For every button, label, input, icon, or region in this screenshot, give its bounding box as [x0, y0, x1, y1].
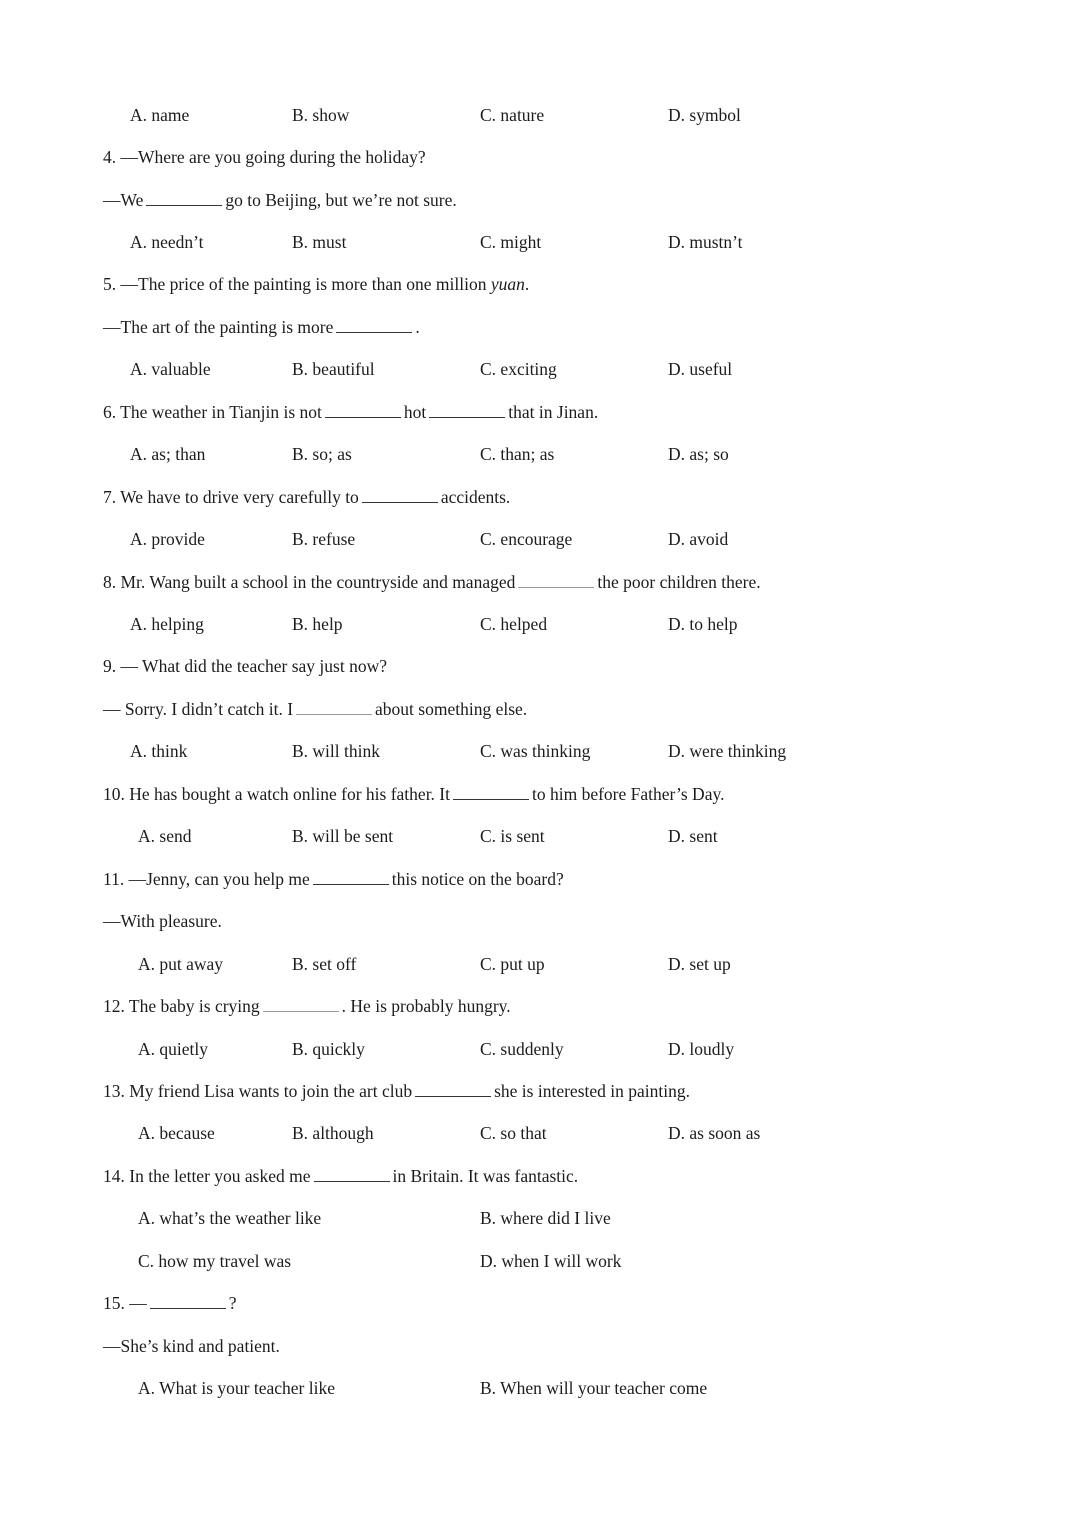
question-9-answer-line: — Sorry. I didn’t catch it. I about something else.: [103, 699, 528, 719]
option-b: B. will be sent: [292, 826, 394, 846]
option-b: B. refuse: [292, 529, 356, 549]
option-c: C. put up: [480, 954, 545, 974]
option-a: A. valuable: [130, 359, 211, 379]
option-a: A. quietly: [138, 1039, 208, 1059]
answer-blank: [453, 784, 529, 800]
option-c: C. so that: [480, 1123, 547, 1143]
option-d: D. avoid: [668, 529, 729, 549]
option-a: A. put away: [138, 954, 224, 974]
option-b: B. show: [292, 105, 350, 125]
question-4-answer-line: —We go to Beijing, but we’re not sure.: [103, 190, 457, 210]
option-a: A. send: [138, 826, 192, 846]
option-c: C. might: [480, 232, 542, 252]
option-d: D. loudly: [668, 1039, 735, 1059]
answer-blank: [314, 1166, 390, 1182]
option-a: A. name: [130, 105, 190, 125]
option-d: D. set up: [668, 954, 731, 974]
answer-blank: [150, 1293, 226, 1309]
option-d: D. mustn’t: [668, 232, 743, 252]
option-d: D. when I will work: [480, 1251, 622, 1271]
option-b: B. When will your teacher come: [480, 1378, 708, 1398]
option-c: C. suddenly: [480, 1039, 564, 1059]
question-8-stem: 8. Mr. Wang built a school in the countryside and managed the poor children there.: [103, 572, 761, 592]
answer-blank: [336, 317, 412, 333]
question-9-stem: 9. — What did the teacher say just now?: [103, 656, 387, 676]
option-d: D. were thinking: [668, 741, 787, 761]
option-b: B. where did I live: [480, 1208, 611, 1228]
option-a: A. needn’t: [130, 232, 204, 252]
option-a: A. as; than: [130, 444, 206, 464]
option-c: C. helped: [480, 614, 548, 634]
question-15-stem: 15. — ?: [103, 1293, 237, 1313]
option-d: D. as soon as: [668, 1123, 761, 1143]
answer-blank: [429, 402, 505, 418]
option-d: D. to help: [668, 614, 738, 634]
option-b: B. must: [292, 232, 347, 252]
question-7-stem: 7. We have to drive very carefully to accidents.: [103, 487, 511, 507]
answer-blank: [325, 402, 401, 418]
question-11-stem: 11. —Jenny, can you help me this notice on the board?: [103, 869, 564, 889]
option-b: B. help: [292, 614, 343, 634]
question-12-stem: 12. The baby is crying . He is probably hungry.: [103, 996, 511, 1016]
option-c: C. is sent: [480, 826, 545, 846]
question-5-answer-line: —The art of the painting is more .: [103, 317, 420, 337]
option-c: C. encourage: [480, 529, 573, 549]
option-a: A. think: [130, 741, 188, 761]
option-b: B. beautiful: [292, 359, 375, 379]
question-13-stem: 13. My friend Lisa wants to join the art club she is interested in painting.: [103, 1081, 690, 1101]
option-b: B. will think: [292, 741, 380, 761]
option-c: C. exciting: [480, 359, 557, 379]
answer-blank: [263, 996, 339, 1012]
question-10-stem: 10. He has bought a watch online for his father. It to him before Father’s Day.: [103, 784, 725, 804]
question-6-stem: 6. The weather in Tianjin is not hot that in Jinan.: [103, 402, 599, 422]
option-a: A. helping: [130, 614, 204, 634]
answer-blank: [415, 1081, 491, 1097]
option-c: C. than; as: [480, 444, 555, 464]
option-b: B. although: [292, 1123, 374, 1143]
answer-blank: [313, 869, 389, 885]
option-d: D. useful: [668, 359, 733, 379]
option-d: D. sent: [668, 826, 718, 846]
answer-blank: [146, 190, 222, 206]
answer-blank: [296, 699, 372, 715]
question-4-stem: 4. —Where are you going during the holiday?: [103, 147, 426, 167]
option-c: C. nature: [480, 105, 545, 125]
option-b: B. set off: [292, 954, 357, 974]
option-a: A. What is your teacher like: [138, 1378, 335, 1398]
answer-blank: [518, 572, 594, 588]
option-d: D. symbol: [668, 105, 741, 125]
option-b: B. quickly: [292, 1039, 365, 1059]
question-14-stem: 14. In the letter you asked me in Britain. It was fantastic.: [103, 1166, 579, 1186]
option-a: A. because: [138, 1123, 215, 1143]
option-c: C. was thinking: [480, 741, 591, 761]
question-5-stem: 5. —The price of the painting is more than one million yuan.: [103, 274, 530, 294]
option-a: A. what’s the weather like: [138, 1208, 322, 1228]
option-d: D. as; so: [668, 444, 729, 464]
question-15-answer-line: —She’s kind and patient.: [103, 1336, 280, 1356]
answer-blank: [362, 487, 438, 503]
option-b: B. so; as: [292, 444, 352, 464]
option-c: C. how my travel was: [138, 1251, 292, 1271]
option-a: A. provide: [130, 529, 205, 549]
question-11-answer-line: —With pleasure.: [103, 911, 222, 931]
